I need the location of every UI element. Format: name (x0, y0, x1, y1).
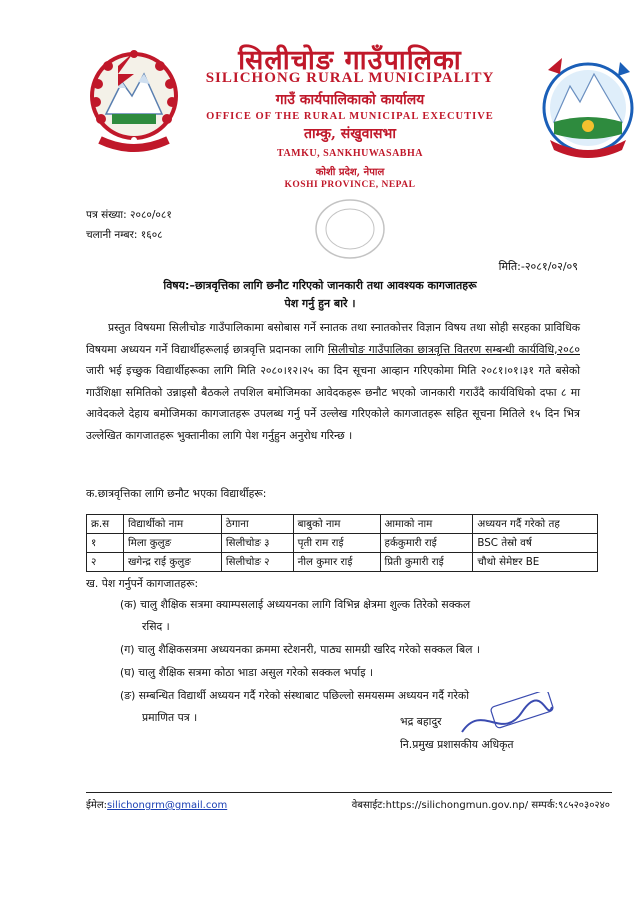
list-item (120, 639, 600, 661)
document-item-text: (ङ) सम्बन्धित विद्यार्थी अध्ययन गर्दै गरेको संस्थाबाट पछिल्लो समयसम्म अध्ययन गर्दै गरेको (120, 689, 470, 702)
footer-website-contact[interactable]: वेबसाईट:https://silichongmun.gov.np/ सम्पर्क:९८५२०३०२४० (351, 800, 610, 811)
list-item (120, 594, 600, 638)
table-row (87, 534, 598, 553)
place-en: TAMKU, SANKHUWASABHA (277, 148, 423, 159)
cell-student-name: खगेन्द्र राई कुलुङ (124, 553, 222, 572)
cell-student-name: मिला कुलुङ (124, 534, 222, 553)
body-paragraph (86, 317, 580, 446)
cell-address: सिलीचोङ ३ (221, 534, 293, 553)
subject-line-1: विषय:–छात्रवृत्तिका लागि छनौट गरिएको जानकारी तथा आवश्यक कागजातहरू (163, 279, 477, 292)
municipality-name-en: SILICHONG RURAL MUNICIPALITY (205, 70, 495, 86)
province-np: कोशी प्रदेश, नेपाल (315, 167, 385, 178)
subject (100, 277, 540, 313)
list-item (120, 662, 600, 684)
signatory-title: नि.प्रमुख प्रशासकीय अधिकृत (400, 738, 514, 751)
document-item-text: (ग) चालु शैक्षिकसत्रमा अध्ययनका क्रममा स्टेशनरी, पाठ्य सामग्री खरिद गरेको सक्कल बिल । (120, 643, 480, 656)
col-study-level: अध्ययन गर्दै गरेको तह (473, 515, 598, 534)
municipality-logo-icon (540, 52, 636, 168)
col-father-name: बाबुको नाम (293, 515, 380, 534)
document-item-text: (क) चालु शैक्षिक सत्रमा क्याम्पसलाई अध्ययनका लागि विभिन्न क्षेत्रमा शुल्क तिरेको सक्कल (120, 598, 471, 611)
body-part-1: प्रस्तुत विषयमा सिलीचोङ गाउँपालिकामा बसोबास गर्ने स्नातक तथा स्नातकोत्तर विज्ञान विषय तथा सोही सरहका प्राविधिक विषयमा अध्ययन गर्ने विद्यार्थीहरूलाई छात्रवृत्ति प्रदानका लागि (86, 321, 580, 356)
cell-father-name: पृती राम राई (293, 534, 380, 553)
body-procedure-title: सिलीचोङ गाउँपालिका छात्रवृत्ति वितरण सम्बन्धी कार्यविधि,२०८० (328, 342, 580, 356)
table-header-row (87, 515, 598, 534)
cell-study-level: BSC तेस्रो वर्ष (473, 534, 598, 553)
signatory-name: भद्र बहादुर (400, 715, 442, 728)
cell-father-name: नील कुमार राई (293, 553, 380, 572)
footer-divider (86, 792, 612, 793)
document-item-cont: रसिद । (142, 620, 170, 633)
subject-line-2: पेश गर्नु हुन बारे । (284, 297, 356, 310)
section-required-documents: ख. पेश गर्नुपर्ने कागजातहरू: (86, 577, 199, 590)
office-name-en: OFFICE OF THE RURAL MUNICIPAL EXECUTIVE (206, 111, 494, 122)
table-row (87, 553, 598, 572)
section-selected-students: क.छात्रवृत्तिका लागि छनौट भएका विद्यार्थीहरू: (86, 487, 267, 500)
province-en: KOSHI PROVINCE, NEPAL (284, 180, 416, 190)
cell-mother-name: हर्ककुमारी राई (380, 534, 473, 553)
col-student-name: विद्यार्थीको नाम (124, 515, 222, 534)
cell-sn: २ (87, 553, 124, 572)
body-part-2: जारी भई इच्छुक विद्यार्थीहरूका लागि मिति २०८०।१२।२५ का दिन सूचना आव्हान गरिएकोमा मिति २०८१।०१।३१ गते बसेको गाउँशिक्षा समितिको उन्नाइसौ बैठकले तपशिल बमोजिमका आवेदकहरू छनौट भएको जानकारी गराउँदै कार्यविधिको दफा ८ मा आवेदकले देहाय बमोजिमका कागजातहरू उपलब्ध गर्नु पर्ने उल्लेख गरिएकोले कागजातहरू सहित सूचना मितिले १५ दिन भित्र उल्लेखित कागजातहरू भुक्तानीका लागि पेश गर्नुहुन अनुरोध गरिन्छ । (86, 364, 580, 442)
office-seal-icon (312, 196, 388, 262)
document-item-cont: प्रमाणित पत्र । (142, 711, 198, 724)
letter-number: पत्र संख्या: २०८०/०८१ (86, 209, 172, 221)
students-table (86, 514, 598, 572)
document-item-text: (घ) चालु शैक्षिक सत्रमा कोठा भाडा असुल गरेको सक्कल भर्पाइ । (120, 666, 374, 679)
cell-study-level: चौथो सेमेष्टर BE (473, 553, 598, 572)
email-label: ईमेल: (86, 800, 108, 811)
municipality-name-np: सिलीचोङ गाउँपालिका (238, 45, 462, 76)
letter-date: मिति:-२०८१/०२/०९ (498, 260, 578, 273)
cell-mother-name: प्रिती कुमारी राई (380, 553, 473, 572)
footer-email (86, 797, 227, 811)
place-np: ताम्कु, संखुवासभा (304, 126, 396, 142)
col-mother-name: आमाको नाम (380, 515, 473, 534)
dispatch-number: चलानी नम्बर: १६०८ (86, 229, 163, 241)
col-address: ठेगाना (221, 515, 293, 534)
office-name-np: गाउँ कार्यपालिकाको कार्यालय (275, 92, 425, 108)
cell-sn: १ (87, 534, 124, 553)
cell-address: सिलीचोङ २ (221, 553, 293, 572)
email-link[interactable]: silichongrm@gmail.com (107, 800, 228, 811)
col-sn: क्र.स (87, 515, 124, 534)
